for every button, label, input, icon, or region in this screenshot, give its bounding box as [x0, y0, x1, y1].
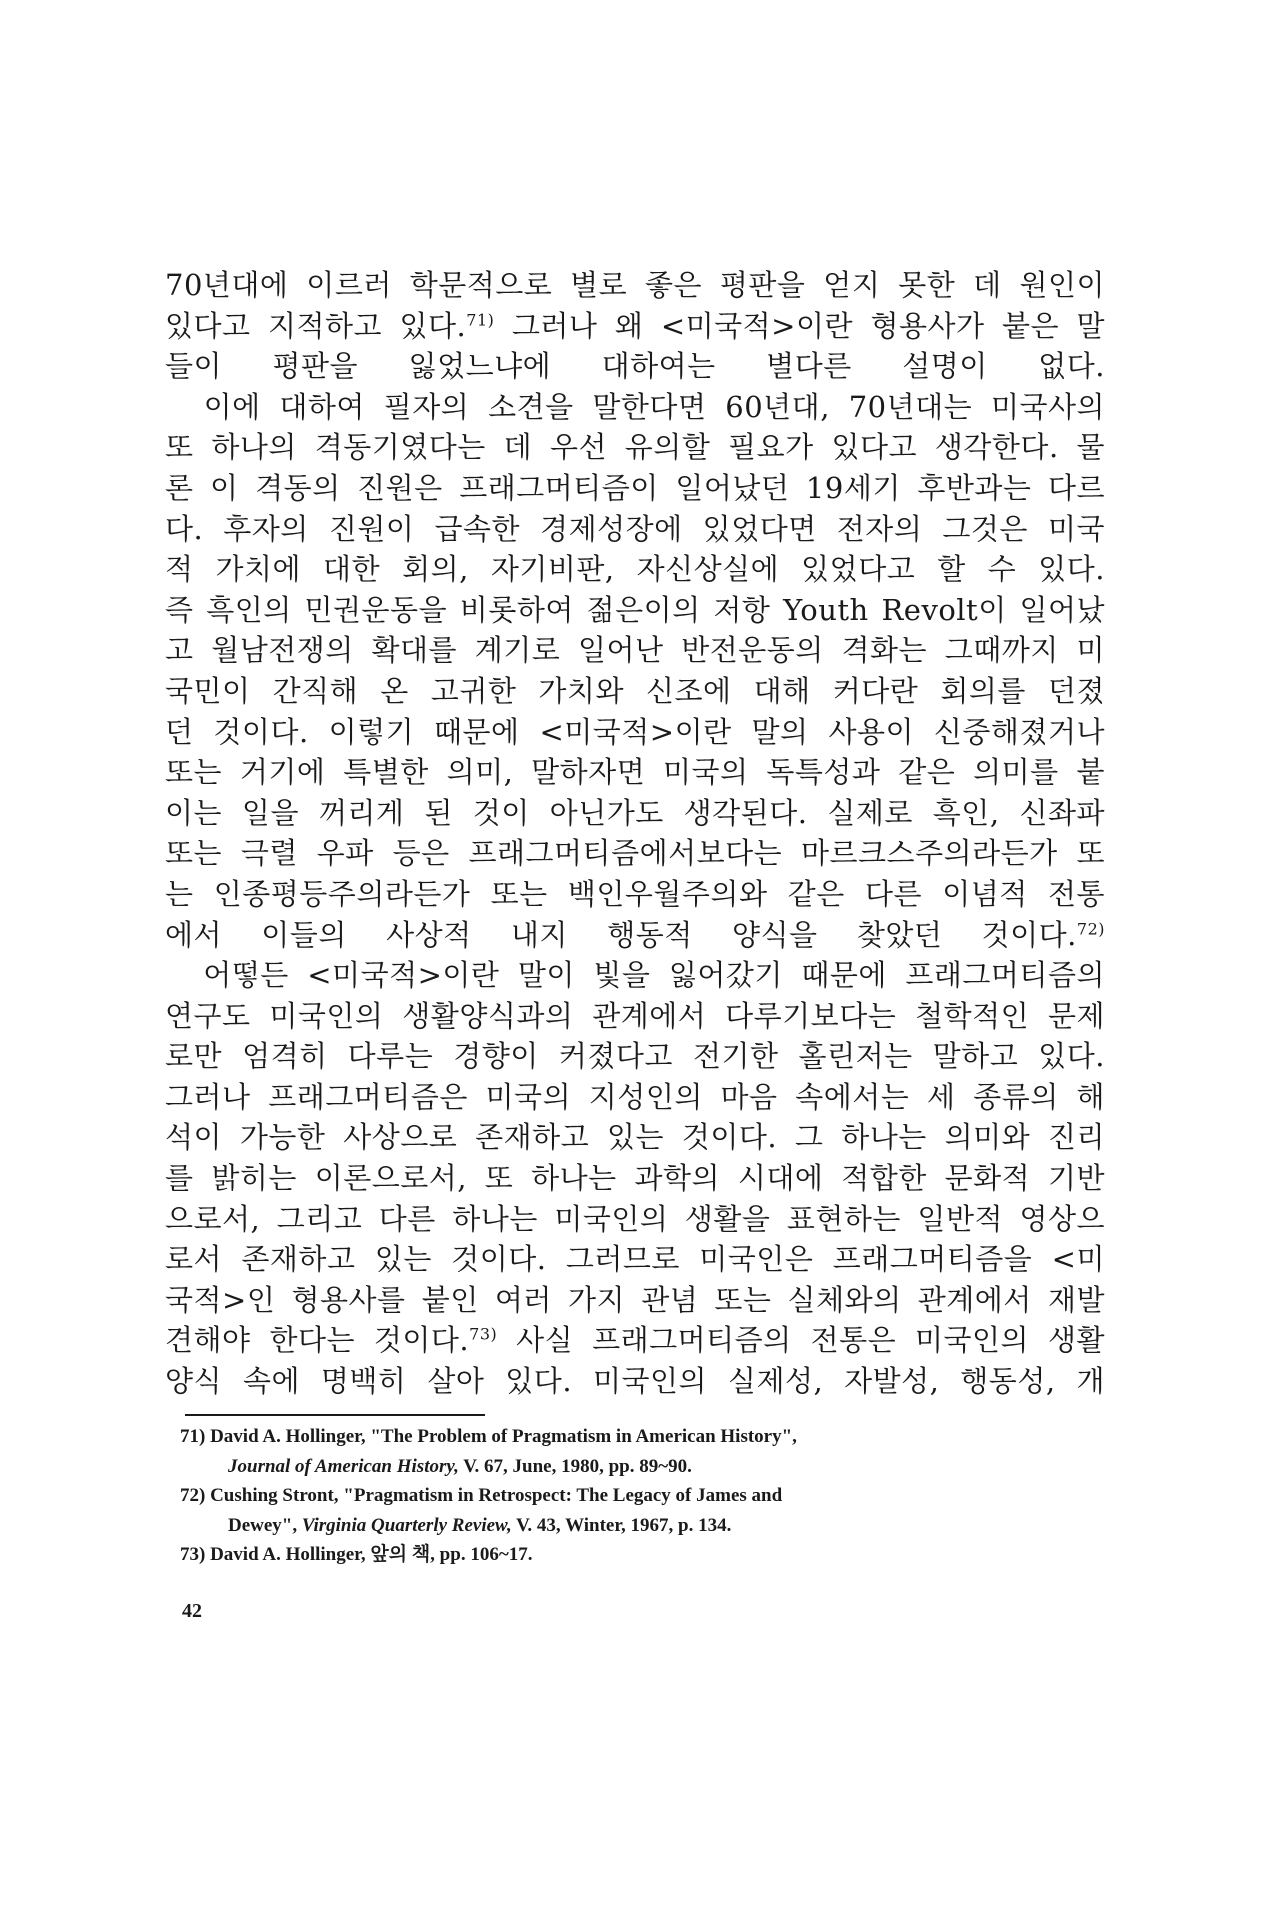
- text-line: [165, 874, 1105, 915]
- footnote-line: [180, 1452, 1110, 1482]
- footnote-text: Cushing Stront, "Pragmatism in Retrospect: The Legacy of James and: [210, 1485, 783, 1506]
- text-line: [165, 1280, 1105, 1321]
- line-text: 석이 가능한 사상으로 존재하고 있는 것이다. 그 하나는 의미와 진리: [165, 1120, 1105, 1155]
- footnote-divider: [185, 1414, 485, 1416]
- body-text: [165, 265, 1105, 1402]
- text-line: [165, 1199, 1105, 1240]
- text-line: [165, 996, 1105, 1037]
- line-text: 즉 흑인의 민권운동을 비롯하여 젊은이의 저항 Youth Revolt이 일어났: [165, 592, 1105, 627]
- footnote-text: David A. Hollinger, 앞의 책, pp. 106~17.: [210, 1544, 533, 1565]
- text-line: [165, 509, 1105, 550]
- line-text: 그러나 프래그머티즘은 미국의 지성인의 마음 속에서는 세 종류의 해: [165, 1079, 1105, 1114]
- text-line: [165, 265, 1105, 306]
- text-line: [165, 1158, 1105, 1199]
- footnote-line: [180, 1511, 1110, 1541]
- line-text: 던 것이다. 이렇기 때문에 <미국적>이란 말의 사용이 신중해졌거나: [165, 714, 1105, 749]
- text-line: [165, 630, 1105, 671]
- line-text-continued: 그러나 왜 <미국적>이란 형용사가 붙은 말: [494, 308, 1105, 343]
- text-line: [165, 955, 1105, 996]
- line-text: 또는 극렬 우파 등은 프래그머티즘에서보다는 마르크스주의라든가 또: [165, 836, 1105, 871]
- text-line: [165, 306, 1105, 347]
- text-line: [165, 346, 1105, 387]
- line-text: 으로서, 그리고 다른 하나는 미국인의 생활을 표현하는 일반적 영상으: [165, 1201, 1105, 1236]
- text-line: [165, 1117, 1105, 1158]
- line-text: 또는 거기에 특별한 의미, 말하자면 미국의 독특성과 같은 의미를 붙: [165, 755, 1105, 790]
- footnote-number: 72): [180, 1485, 206, 1506]
- line-text: 이는 일을 꺼리게 된 것이 아닌가도 생각된다. 실제로 흑인, 신좌파: [165, 795, 1105, 830]
- footnote-line: [180, 1422, 1110, 1452]
- footnote-text-continued: V. 67, June, 1980, pp. 89~90.: [458, 1455, 692, 1477]
- text-line: [165, 590, 1105, 631]
- text-line: [165, 752, 1105, 793]
- footnote-text: David A. Hollinger, "The Problem of Pragmatism in American History",: [210, 1426, 797, 1447]
- footnote-reference: 72): [1076, 918, 1105, 938]
- footnote-journal-title: Virginia Quarterly Review,: [301, 1514, 512, 1536]
- footnote-text-continued: V. 43, Winter, 1967, p. 134.: [511, 1514, 732, 1536]
- line-text: 에서 이들의 사상적 내지 행동적 양식을 찾았던 것이다.: [165, 917, 1077, 952]
- text-line: [165, 1239, 1105, 1280]
- line-text: 는 인종평등주의라든가 또는 백인우월주의와 같은 다른 이념적 전통: [165, 876, 1105, 911]
- line-text: 양식 속에 명백히 살아 있다. 미국인의 실제성, 자발성, 행동성, 개: [165, 1364, 1105, 1399]
- footnote-line: [180, 1540, 1110, 1570]
- text-line: [165, 549, 1105, 590]
- line-text: 다. 후자의 진원이 급속한 경제성장에 있었다면 전자의 그것은 미국: [165, 511, 1105, 546]
- text-line: [165, 793, 1105, 834]
- line-text: 70년대에 이르러 학문적으로 별로 좋은 평판을 얻지 못한 데 원인이: [165, 268, 1105, 302]
- text-line: [165, 387, 1105, 428]
- text-line: [165, 427, 1105, 468]
- footnote-number: 73): [180, 1544, 206, 1565]
- text-line: [165, 1361, 1105, 1402]
- text-line: [165, 1036, 1105, 1077]
- text-line: [165, 1077, 1105, 1118]
- line-text: 적 가치에 대한 회의, 자기비판, 자신상실에 있었다고 할 수 있다.: [165, 552, 1105, 587]
- footnote-line: [180, 1481, 1110, 1511]
- footnotes: [180, 1422, 1110, 1570]
- line-text: 론 이 격동의 진원은 프래그머티즘이 일어났던 19세기 후반과는 다르: [165, 470, 1105, 505]
- line-text: 국적>인 형용사를 붙인 여러 가지 관념 또는 실체와의 관계에서 재발: [165, 1282, 1105, 1317]
- text-line: [165, 468, 1105, 509]
- text-line: [165, 671, 1105, 712]
- line-text: 국민이 간직해 온 고귀한 가치와 신조에 대해 커다란 회의를 던졌: [165, 673, 1105, 708]
- footnote-reference: 71): [466, 309, 495, 329]
- line-text: 견해야 한다는 것이다.: [165, 1323, 470, 1358]
- line-text: 고 월남전쟁의 확대를 계기로 일어난 반전운동의 격화는 그때까지 미: [165, 633, 1105, 668]
- line-text: 로만 엄격히 다루는 경향이 커졌다고 전기한 홀린저는 말하고 있다.: [165, 1039, 1105, 1074]
- line-text: 어떻든 <미국적>이란 말이 빛을 잃어갔기 때문에 프래그머티즘의: [165, 958, 1105, 993]
- line-text: 이에 대하여 필자의 소견을 말한다면 60년대, 70년대는 미국사의: [165, 389, 1105, 424]
- footnote-reference: 73): [469, 1324, 498, 1344]
- line-text: 또 하나의 격동기였다는 데 우선 유의할 필요가 있다고 생각한다. 물: [165, 430, 1105, 465]
- text-line: [165, 915, 1105, 956]
- footnote-journal-title: Journal of American History,: [228, 1455, 459, 1477]
- text-line: [165, 833, 1105, 874]
- line-text: 로서 존재하고 있는 것이다. 그러므로 미국인은 프래그머티즘을 <미: [165, 1242, 1105, 1277]
- footnote-text: Dewey",: [228, 1514, 302, 1536]
- text-line: [165, 1320, 1105, 1361]
- line-text: 연구도 미국인의 생활양식과의 관계에서 다루기보다는 철학적인 문제: [165, 998, 1105, 1033]
- line-text-continued: 사실 프래그머티즘의 전통은 미국인의 생활: [497, 1323, 1105, 1358]
- page-number: 42: [182, 1600, 202, 1622]
- footnote-number: 71): [180, 1426, 206, 1447]
- line-text: 들이 평판을 잃었느냐에 대하여는 별다른 설명이 없다.: [165, 349, 1105, 384]
- text-line: [165, 712, 1105, 753]
- line-text: 있다고 지적하고 있다.: [165, 308, 467, 343]
- line-text: 를 밝히는 이론으로서, 또 하나는 과학의 시대에 적합한 문화적 기반: [165, 1161, 1105, 1196]
